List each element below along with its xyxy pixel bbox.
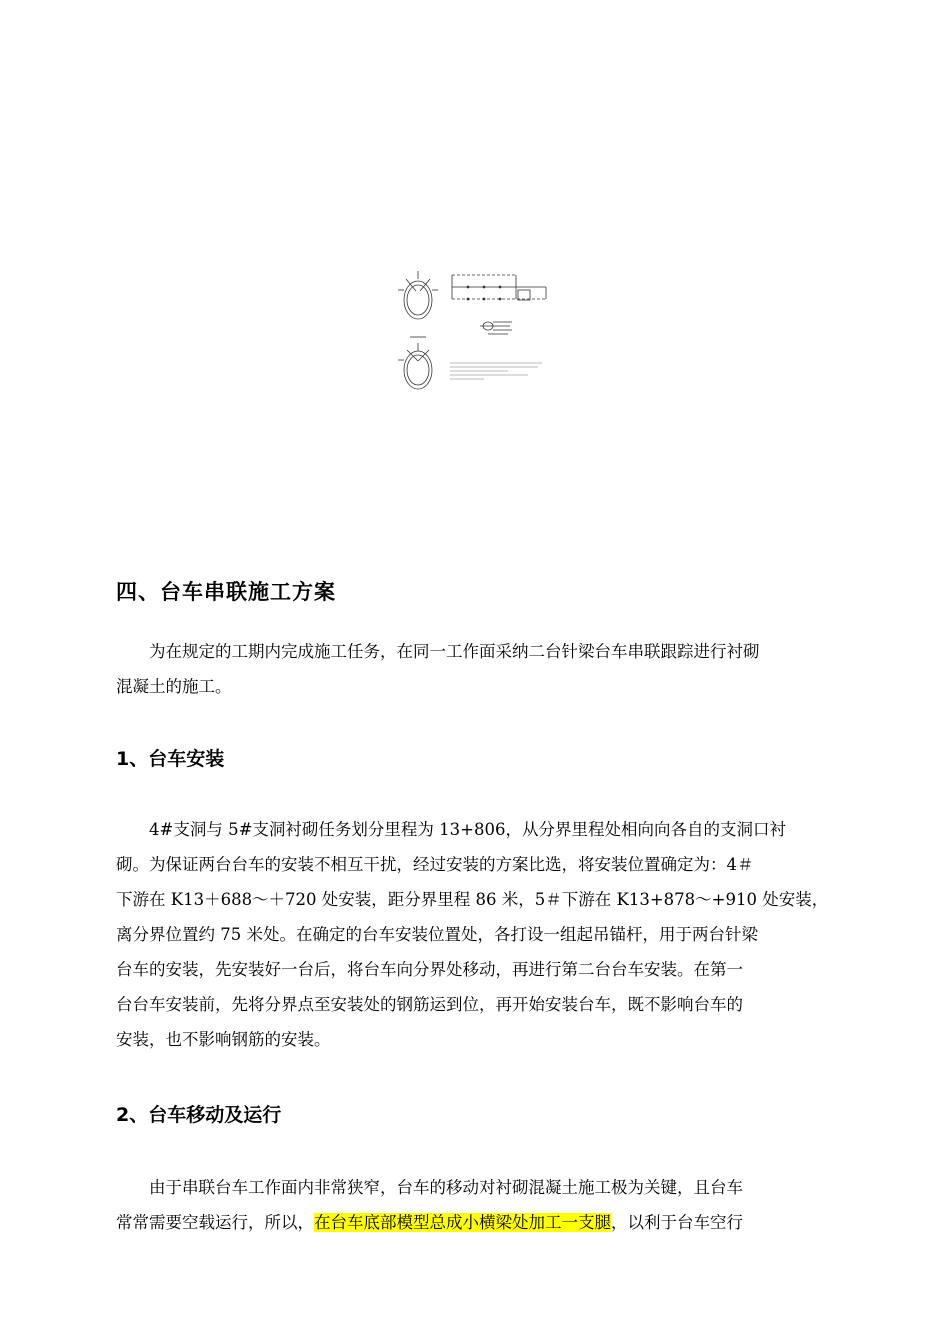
text-line xyxy=(116,1205,860,1240)
text-line: 台车的安装，先安装好一台后，将台车向分界处移动，再进行第二台台车安装。在第一 xyxy=(116,960,743,979)
installation-paragraph xyxy=(116,812,860,1057)
text-line: 混凝土的施工。 xyxy=(116,677,232,696)
text-line: 为在规定的工期内完成施工任务，在同一工作面采纳二台针梁台车串联跟踪进行衬砌 xyxy=(149,642,760,661)
text-line: 安装，也不影响钢筋的安装。 xyxy=(116,1030,331,1049)
text-line: 由于串联台车工作面内非常狭窄，台车的移动对衬砌混凝土施工极为关键，且台车 xyxy=(149,1178,743,1197)
plan-layout xyxy=(452,275,546,300)
subsection-title-installation: 1、台车安装 xyxy=(116,748,225,770)
text-segment: 常常需要空载运行，所以， xyxy=(116,1213,314,1232)
section-title: 四、台车串联施工方案 xyxy=(116,580,336,604)
subsection-title-movement: 2、台车移动及运行 xyxy=(116,1104,282,1126)
text-line: 砌。为保证两台台车的安装不相互干扰，经过安装的方案比选，将安装位置确定为：4＃ xyxy=(116,855,754,874)
tunnel-section-top xyxy=(398,271,438,319)
drawing-notes xyxy=(450,363,542,379)
movement-paragraph xyxy=(116,1170,860,1240)
text-line: 下游在 K13＋688～＋720 处安装，距分界里程 86 米，5＃下游在 K13+878～+910 处安装， xyxy=(116,890,829,909)
highlighted-text: 在台车底部模型总成小横梁处加工一支腿 xyxy=(314,1213,611,1232)
intro-paragraph xyxy=(116,634,860,704)
text-segment: ，以利于台车空行 xyxy=(611,1213,743,1232)
anchor-detail xyxy=(480,322,512,334)
text-line: 4#支洞与 5#支洞衬砌任务划分里程为 13+806，从分界里程处相向向各自的支洞口衬 xyxy=(149,820,786,839)
text-line: 离分界位置约 75 米处。在确定的台车安装位置处，各打设一组起吊锚杆，用于两台针梁 xyxy=(116,925,758,944)
text-line: 台台车安装前，先将分界点至安装处的钢筋运到位，再开始安装台车，既不影响台车的 xyxy=(116,995,743,1014)
engineering-drawing xyxy=(388,265,558,400)
tunnel-section-bottom xyxy=(398,337,432,389)
